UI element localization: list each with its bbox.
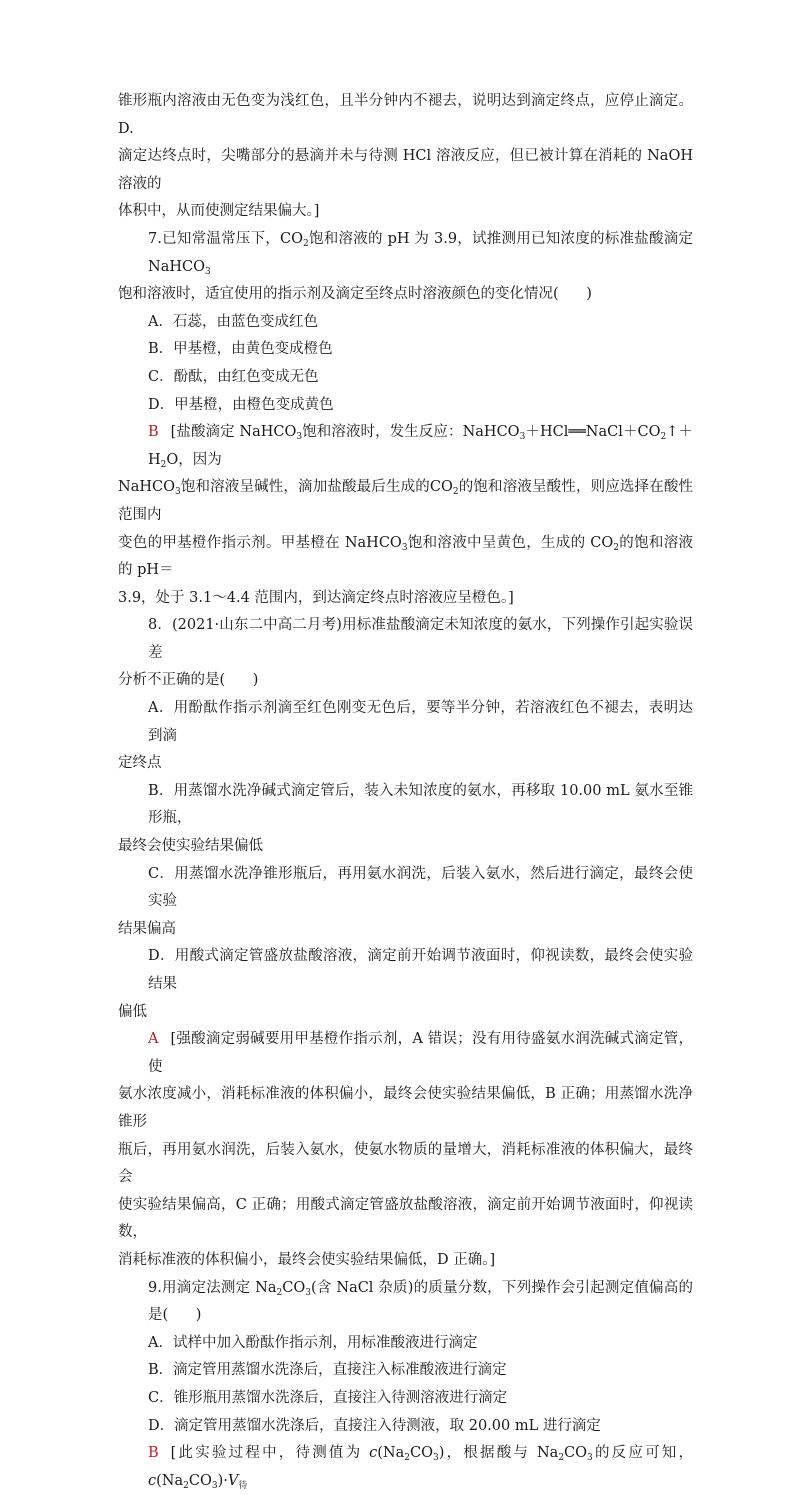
text-line: 消耗标准液的体积偏小，最终会使实验结果偏低，D 正确。] [118, 1251, 496, 1268]
text-line: D．甲基橙，由橙色变成黄色 [148, 396, 334, 413]
answer-letter: B [148, 1445, 159, 1462]
text-line: B [此实验过程中，待测值为 $c(Na_2CO_3)$，根据酸与 $Na_2CO_3$的反应可知，$c(Na_2CO_3)\cdot V_待$ [148, 1445, 693, 1491]
text-line: A．用酚酞作指示剂滴至红色刚变无色后，要等半分钟，若溶液红色不褪去，表明达到滴 [148, 700, 693, 744]
text-line: A．石蕊，由蓝色变成红色 [148, 313, 318, 330]
text-line: NaHCO$_3$饱和溶液呈碱性，滴加盐酸最后生成的$CO_2$的饱和溶液呈酸性，则应选择在酸性范围内 [118, 479, 693, 523]
text-line: 9.用滴定法测定 $Na_2CO_3$(含 NaCl 杂质)的质量分数，下列操作会引起测定值偏高的是( ) [148, 1279, 693, 1324]
text-line: 定终点 [118, 755, 162, 772]
text-line: B．甲基橙，由黄色变成橙色 [148, 341, 333, 358]
text-line: D．滴定管用蒸馏水洗涤后，直接注入待测液，取 20.00 mL 进行滴定 [148, 1417, 601, 1434]
answer-letter: A [148, 1031, 159, 1048]
text-line: 锥形瓶内溶液由无色变为浅红色，且半分钟内不褪去，说明达到滴定终点，应停止滴定。D. [118, 93, 693, 137]
text-line: C．锥形瓶用蒸馏水洗涤后，直接注入待测溶液进行滴定 [148, 1389, 508, 1406]
text-line: A．试样中加入酚酞作指示剂，用标准酸液进行滴定 [148, 1334, 478, 1351]
text-line: A [强酸滴定弱碱要用甲基橙作指示剂，A 错误；没有用待盛氨水润洗碱式滴定管，使 [148, 1031, 693, 1075]
text-line: B [盐酸滴定 NaHCO$_3$饱和溶液时，发生反应：$NaHCO_3+HCl══NaCl+CO_2↑+H_2O$，因为 [148, 424, 693, 470]
text-line: 偏低 [118, 1003, 147, 1020]
text-line: B．滴定管用蒸馏水洗涤后，直接注入标准酸液进行滴定 [148, 1362, 507, 1379]
text-line: 体积中，从而使测定结果偏大。] [118, 203, 320, 220]
text-line: 滴定达终点时，尖嘴部分的悬滴并未与待测 HCl 溶液反应，但已被计算在消耗的 NaOH 溶液的 [118, 148, 693, 192]
text-line: 8．(2021·山东二中高二月考)用标准盐酸滴定未知浓度的氨水，下列操作引起实验误差 [148, 617, 693, 661]
text-line: C．用蒸馏水洗净锥形瓶后，再用氨水润洗，后装入氨水，然后进行滴定，最终会使实验 [148, 865, 693, 910]
text-line: 3.9，处于 3.1～4.4 范围内，到达滴定终点时溶液应呈橙色。] [118, 589, 514, 606]
text-line: 最终会使实验结果偏低 [118, 838, 263, 855]
text-line: 结果偏高 [118, 920, 176, 937]
answer-letter: B [148, 424, 159, 441]
text-line: D．用酸式滴定管盛放盐酸溶液，滴定前开始调节液面时，仰视读数，最终会使实验结果 [148, 948, 693, 992]
text-line: 分析不正确的是( ) [118, 672, 259, 689]
text-line: 使实验结果偏高，C 正确；用酸式滴定管盛放盐酸溶液，滴定前开始调节液面时，仰视读数， [118, 1196, 693, 1241]
document-body [118, 88, 693, 1495]
text-line: 饱和溶液时，适宜使用的指示剂及滴定至终点时溶液颜色的变化情况( ) [118, 286, 592, 303]
text-line: 瓶后，再用氨水润洗，后装入氨水，使氨水物质的量增大，消耗标准液的体积偏大，最终会 [118, 1141, 693, 1186]
text-line: C．酚酞，由红色变成无色 [148, 368, 319, 385]
text-line: B．用蒸馏水洗净碱式滴定管后，装入未知浓度的氨水，再移取 10.00 mL 氨水至锥形瓶， [148, 782, 693, 827]
text-line: 7.已知常温常压下，$CO_2$饱和溶液的 pH 为 3.9，试推测用已知浓度的标准盐酸滴定 NaHCO$_3$ [148, 230, 694, 277]
text-line: 变色的甲基橙作指示剂。甲基橙在 NaHCO$_3$饱和溶液中呈黄色，生成的 $CO_2$的饱和溶液的 pH＝ [118, 534, 693, 579]
text-line: 氨水浓度减小，消耗标准液的体积偏小，最终会使实验结果偏低，B 正确；用蒸馏水洗净锥形 [118, 1086, 693, 1130]
